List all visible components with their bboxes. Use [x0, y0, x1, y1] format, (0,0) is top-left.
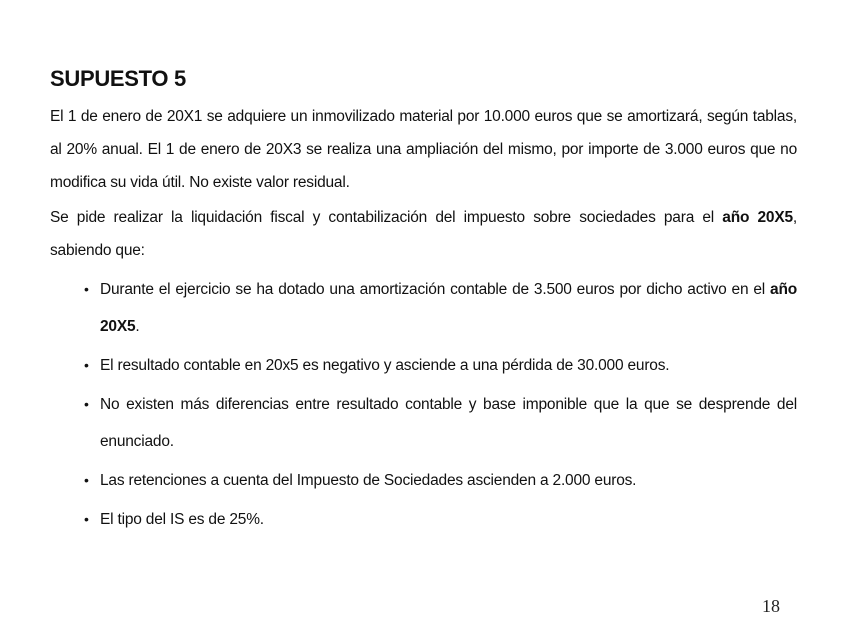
task-paragraph [50, 201, 797, 267]
task-year-bold: año 20X5 [722, 209, 793, 226]
bullet-icon: • [84, 357, 89, 373]
slide-content [50, 64, 797, 540]
bullet-icon: • [84, 396, 89, 412]
list-item [84, 347, 797, 384]
bullet-icon: • [84, 472, 89, 488]
bullet-text: El tipo del IS es de 25%. [100, 511, 264, 528]
list-item [84, 501, 797, 538]
task-text: Se pide realizar la liquidación fiscal y contabilización del impuesto sobre sociedades para el [50, 209, 723, 226]
task-text-end: , sabiendo que: [50, 209, 797, 259]
bullet-text: Durante el ejercicio se ha dotado una amortización contable de 3.500 euros por dicho activo en el [100, 281, 771, 298]
bullet-text-end: . [135, 318, 140, 335]
list-item [84, 271, 797, 345]
slide-title: SUPUESTO 5 [50, 66, 186, 91]
bullet-icon: • [84, 511, 89, 527]
intro-paragraph: El 1 de enero de 20X1 se adquiere un inmovilizado material por 10.000 euros que se amortizará, según tablas, al 20% anual. El 1 de enero de 20X3 se realiza una ampliación del mismo, por importe de 3.000 euros que no modifica su vida útil. No existe valor residual. [50, 108, 797, 191]
bullet-text: El resultado contable en 20x5 es negativo y asciende a una pérdida de 30.000 euros. [100, 357, 670, 374]
list-item [84, 386, 797, 460]
conditions-list [50, 271, 797, 538]
bullet-text: No existen más diferencias entre resultado contable y base imponible que la que se desprende del enunciado. [100, 396, 797, 450]
bullet-text: Las retenciones a cuenta del Impuesto de Sociedades ascienden a 2.000 euros. [100, 472, 637, 489]
bullet-icon: • [84, 281, 89, 297]
page-number: 18 [762, 596, 780, 616]
bullet-year-bold: año 20X5 [100, 281, 797, 335]
list-item [84, 462, 797, 499]
